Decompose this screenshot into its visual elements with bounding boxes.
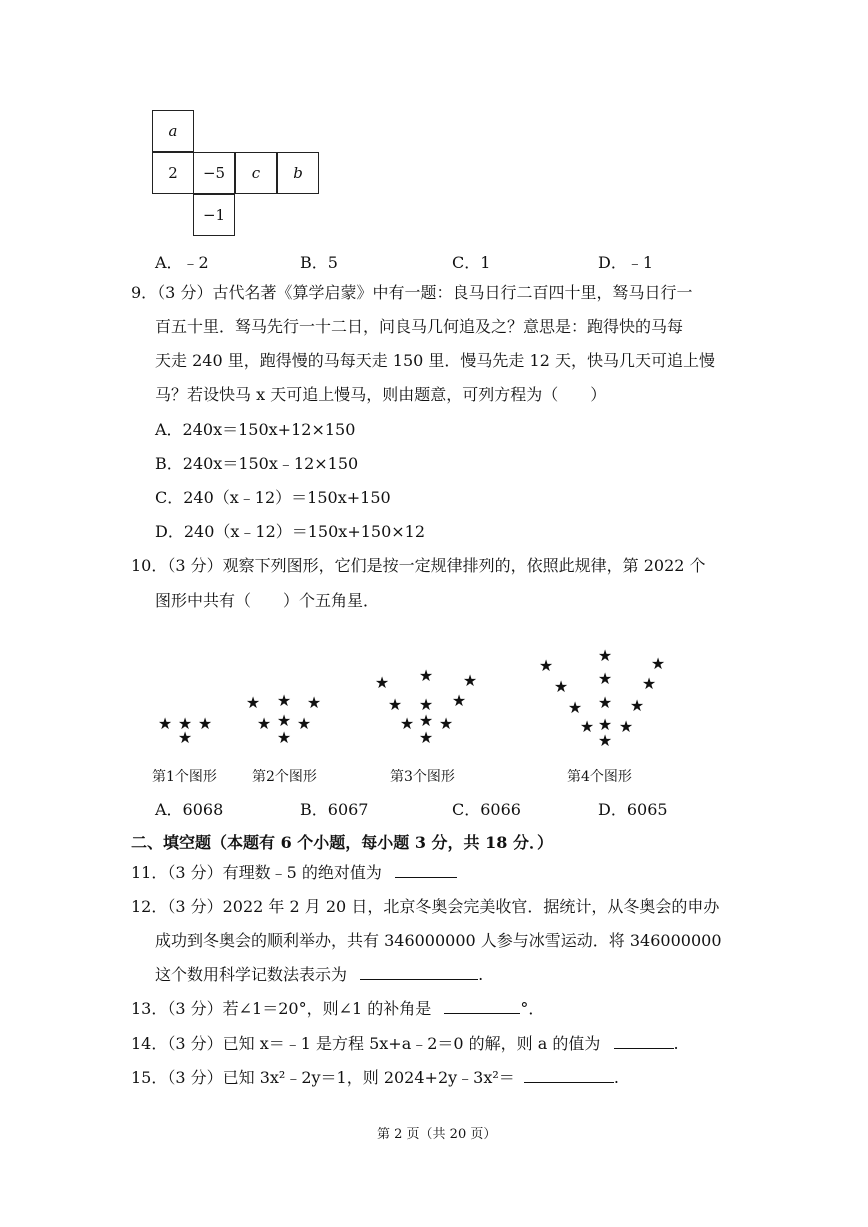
star-icon-fig2-4: ★ (256, 714, 272, 733)
star-icon-fig4-3: ★ (650, 654, 666, 673)
q9-option-b: B．240x＝150x﹣12×150 (155, 454, 359, 473)
figure-label-1: 第1个图形 (152, 769, 217, 785)
figure-label-4: 第4个图形 (567, 769, 632, 785)
q10-line-1: 10．（3 分）观察下列图形，它们是按一定规律排列的，依照此规律，第 2022 个 (131, 556, 706, 575)
star-icon-fig4-2: ★ (597, 646, 613, 665)
star-icon-fig4-4: ★ (553, 677, 569, 696)
q13-text: 13．（3 分）若∠1＝20°，则∠1 的补角是 (131, 999, 432, 1018)
q10-option-c: C．6066 (452, 800, 521, 819)
q13-answer-blank[interactable] (444, 999, 520, 1014)
q8-option-c: C．1 (452, 253, 491, 272)
q9-line-4: 马？若设快马 x 天可追上慢马，则由题意，可列方程为（ ） (155, 385, 607, 404)
q9-option-a: A．240x＝150x+12×150 (155, 420, 356, 439)
q12-line-2: 成功到冬奥会的顺利举办，共有 346000000 人参与冰雪运动．将 346000000 (155, 931, 722, 950)
q12-answer-blank[interactable] (360, 965, 478, 980)
star-icon-fig3-2: ★ (418, 666, 434, 685)
q14-text: 14．（3 分）已知 x＝﹣1 是方程 5x+a﹣2＝0 的解，则 a 的值为 (131, 1034, 601, 1053)
net-cell-minus5: −5 (193, 152, 235, 194)
q10-option-b: B．6067 (300, 800, 369, 819)
q8-option-a: A．﹣2 (155, 253, 209, 272)
q12-line-1: 12．（3 分）2022 年 2 月 20 日，北京冬奥会完美收官．据统计，从冬奥会的申办 (131, 897, 720, 916)
question-11 (131, 856, 457, 890)
q15-answer-blank[interactable] (524, 1068, 614, 1083)
page-footer: 第 2 页（共 20 页） (377, 1127, 497, 1142)
q12-end: . (478, 965, 484, 984)
q10-option-d: D．6065 (598, 800, 668, 819)
star-icon-fig4-11: ★ (597, 715, 613, 734)
star-icon-fig3-8: ★ (418, 711, 434, 730)
q9-line-1: 9．（3 分）古代名著《算学启蒙》中有一题：良马日行二百四十里，驽马日行一 (131, 283, 693, 302)
q12-line-3 (155, 958, 483, 992)
net-cell-a: a (152, 110, 194, 152)
figure-label-2: 第2个图形 (252, 769, 317, 785)
q9-line-3: 天走 240 里，跑得慢的马每天走 150 里．慢马先走 12 天，快马几天可追上慢 (155, 351, 715, 370)
figure-label-3: 第3个图形 (390, 769, 455, 785)
q13-end: °． (520, 999, 545, 1018)
star-icon-fig2-1: ★ (245, 693, 261, 712)
q10-option-a: A．6068 (155, 800, 224, 819)
star-icon-fig3-5: ★ (418, 695, 434, 714)
star-icon-fig3-4: ★ (387, 695, 403, 714)
q14-end: . (673, 1034, 679, 1053)
q8-option-d: D．﹣1 (598, 253, 654, 272)
q11-answer-blank[interactable] (395, 863, 457, 878)
star-icon-fig4-8: ★ (597, 693, 613, 712)
star-icon-fig2-5: ★ (276, 711, 292, 730)
q11-text: 11．（3 分）有理数﹣5 的绝对值为 (131, 863, 382, 882)
star-icon-fig2-3: ★ (306, 693, 322, 712)
section-2-title: 二、填空题（本题有 6 个小题，每小题 3 分，共 18 分．） (131, 833, 553, 852)
star-icon-fig3-10: ★ (418, 728, 434, 747)
star-icon-fig4-13: ★ (597, 731, 613, 750)
q9-line-2: 百五十里．驽马先行一十二日，问良马几何追及之？意思是：跑得快的马每 (155, 317, 684, 336)
star-icon-fig3-9: ★ (438, 714, 454, 733)
star-icon-fig2-7: ★ (276, 728, 292, 747)
star-icon-fig1-4: ★ (177, 728, 193, 747)
star-icon-fig4-12: ★ (618, 717, 634, 736)
star-icon-fig2-6: ★ (296, 714, 312, 733)
q9-option-c: C．240（x﹣12）＝150x+150 (155, 488, 391, 507)
star-icon-fig3-1: ★ (374, 673, 390, 692)
star-icon-fig1-3: ★ (197, 714, 213, 733)
star-icon-fig4-6: ★ (641, 674, 657, 693)
q15-end: . (613, 1068, 619, 1087)
question-14 (131, 1027, 679, 1061)
question-15 (131, 1061, 619, 1095)
star-icon-fig4-7: ★ (567, 698, 583, 717)
star-icon-fig4-1: ★ (538, 656, 554, 675)
q10-line-2: 图形中共有（ ）个五角星． (155, 591, 380, 610)
net-cell-b: b (277, 152, 319, 194)
net-cell-c: c (235, 152, 277, 194)
star-icon-fig4-10: ★ (579, 717, 595, 736)
net-cell-minus1: −1 (193, 194, 235, 236)
star-icon-fig3-3: ★ (462, 671, 478, 690)
star-icon-fig4-5: ★ (597, 669, 613, 688)
q12-line-3-text: 这个数用科学记数法表示为 (155, 965, 348, 984)
net-cell-2: 2 (152, 152, 194, 194)
star-icon-fig4-9: ★ (629, 696, 645, 715)
q15-text: 15．（3 分）已知 3x²﹣2y＝1，则 2024+2y﹣3x²＝ (131, 1068, 515, 1087)
star-icon-fig3-6: ★ (451, 691, 467, 710)
star-icon-fig1-2: ★ (177, 714, 193, 733)
star-icon-fig2-2: ★ (276, 691, 292, 710)
star-icon-fig3-7: ★ (399, 714, 415, 733)
star-icon-fig1-1: ★ (157, 714, 173, 733)
q9-option-d: D．240（x﹣12）＝150x+150×12 (155, 522, 426, 541)
q8-option-b: B．5 (300, 253, 338, 272)
question-13 (131, 992, 544, 1026)
q14-answer-blank[interactable] (614, 1034, 674, 1049)
